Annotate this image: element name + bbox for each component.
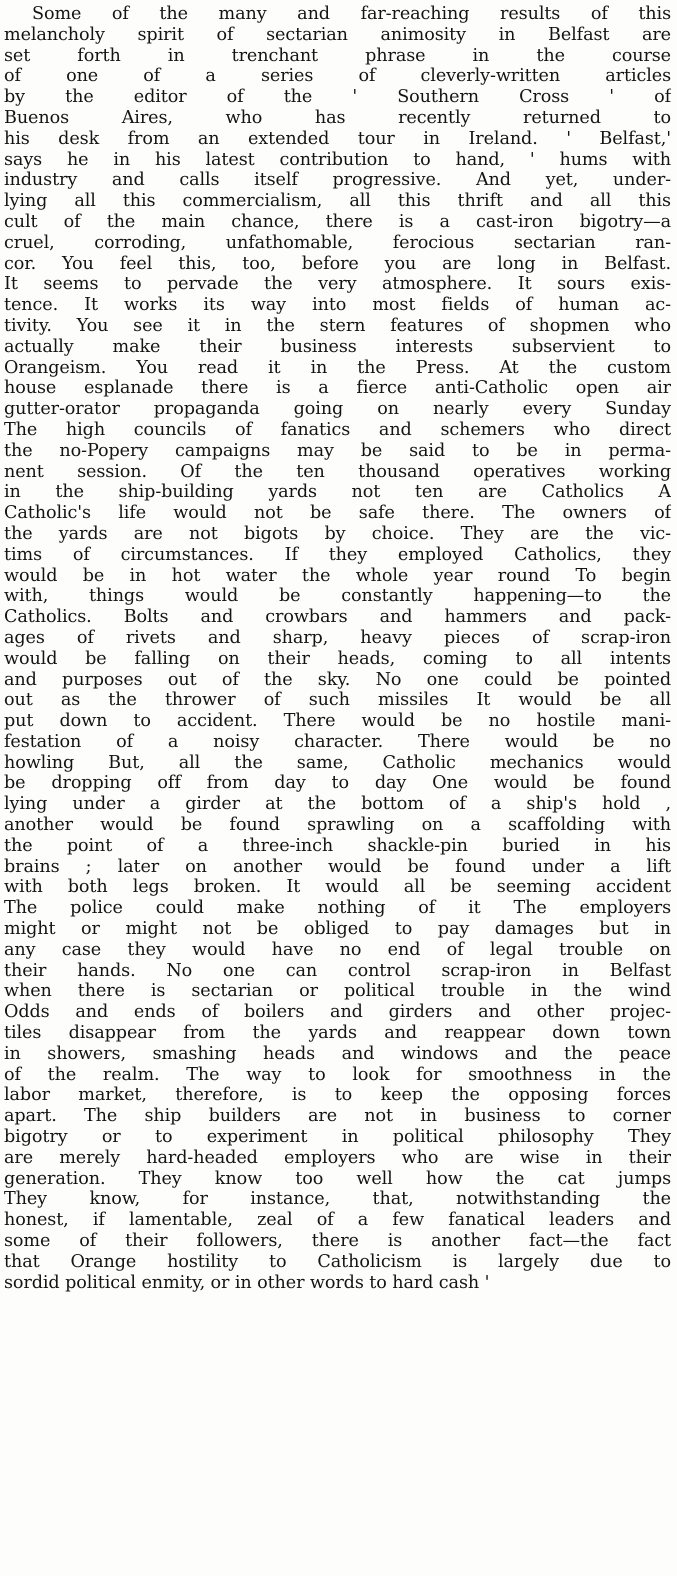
article-line: the yards are not bigots by choice. They are the vic- bbox=[4, 523, 671, 544]
article-line: ages of rivets and sharp, heavy pieces of scrap-iron bbox=[4, 627, 671, 648]
article-line: would be in hot water the whole year round To begin bbox=[4, 565, 671, 586]
article-line: Catholic's life would not be safe there. The owners of bbox=[4, 503, 671, 524]
article-line: The high councils of fanatics and schemers who direct bbox=[4, 419, 671, 440]
article-line: lying under a girder at the bottom of a ship's hold , bbox=[4, 794, 671, 815]
article-line: bigotry or to experiment in political philosophy They bbox=[4, 1127, 671, 1148]
article-line: another would be found sprawling on a scaffolding with bbox=[4, 815, 671, 836]
article-line: in showers, smashing heads and windows and the peace bbox=[4, 1043, 671, 1064]
article-line: howling But, all the same, Catholic mechanics would bbox=[4, 752, 671, 773]
article-line: melancholy spirit of sectarian animosity in Belfast are bbox=[4, 24, 671, 45]
article-line: generation. They know too well how the cat jumps bbox=[4, 1168, 671, 1189]
article-line: would be falling on their heads, coming to all intents bbox=[4, 648, 671, 669]
article-line: says he in his latest contribution to hand, ' hums with bbox=[4, 149, 671, 170]
article-line: his desk from an extended tour in Ireland. ' Belfast,' bbox=[4, 128, 671, 149]
article-line: are merely hard-headed employers who are wise in their bbox=[4, 1147, 671, 1168]
article-line: house esplanade there is a fierce anti-Catholic open air bbox=[4, 378, 671, 399]
article-line: Odds and ends of boilers and girders and other projec- bbox=[4, 1002, 671, 1023]
article-line: industry and calls itself progressive. And yet, under- bbox=[4, 170, 671, 191]
article-line: that Orange hostility to Catholicism is largely due to bbox=[4, 1251, 671, 1272]
article-line: when there is sectarian or political trouble in the wind bbox=[4, 981, 671, 1002]
article-line: set forth in trenchant phrase in the course bbox=[4, 45, 671, 66]
article-line: festation of a noisy character. There would be no bbox=[4, 731, 671, 752]
article-line: their hands. No one can control scrap-iron in Belfast bbox=[4, 960, 671, 981]
article-line: Orangeism. You read it in the Press. At the custom bbox=[4, 357, 671, 378]
article-line: labor market, therefore, is to keep the opposing forces bbox=[4, 1085, 671, 1106]
article-line: actually make their business interests subservient to bbox=[4, 336, 671, 357]
article-line: Some of the many and far-reaching results of this bbox=[32, 4, 671, 24]
article-line: might or might not be obliged to pay damages but in bbox=[4, 919, 671, 940]
article-line: lying all this commercialism, all this thrift and all this bbox=[4, 191, 671, 212]
article-line: cruel, corroding, unfathomable, ferocious sectarian ran- bbox=[4, 232, 671, 253]
article-line: tims of circumstances. If they employed Catholics, they bbox=[4, 544, 671, 565]
article-line: Buenos Aires, who has recently returned to bbox=[4, 107, 671, 128]
article-line: out as the thrower of such missiles It would be all bbox=[4, 690, 671, 711]
article-line: nent session. Of the ten thousand operatives working bbox=[4, 461, 671, 482]
article-line: Catholics. Bolts and crowbars and hammers and pack- bbox=[4, 607, 671, 628]
article-line: some of their followers, there is another fact—the fact bbox=[4, 1231, 671, 1252]
article-line: They know, for instance, that, notwithstanding the bbox=[4, 1189, 671, 1210]
article-line: tivity. You see it in the stern features of shopmen who bbox=[4, 315, 671, 336]
article-line: put down to accident. There would be no hostile mani- bbox=[4, 711, 671, 732]
article-line: The police could make nothing of it The employers bbox=[4, 898, 671, 919]
article-line: honest, if lamentable, zeal of a few fanatical leaders and bbox=[4, 1210, 671, 1231]
article-line: the point of a three-inch shackle-pin buried in his bbox=[4, 835, 671, 856]
article-line: cor. You feel this, too, before you are long in Belfast. bbox=[4, 253, 671, 274]
article-line: any case they would have no end of legal trouble on bbox=[4, 939, 671, 960]
article-line: tiles disappear from the yards and reappear down town bbox=[4, 1023, 671, 1044]
article-line: brains ; later on another would be found under a lift bbox=[4, 856, 671, 877]
article-line: sordid political enmity, or in other words to hard cash ' bbox=[4, 1272, 490, 1293]
article-column bbox=[4, 4, 671, 1293]
article-line: the no-Popery campaigns may be said to be in perma- bbox=[4, 440, 671, 461]
article-line: of the realm. The way to look for smoothness in the bbox=[4, 1064, 671, 1085]
article-line: of one of a series of cleverly-written articles bbox=[4, 66, 671, 87]
article-line: cult of the main chance, there is a cast-iron bigotry—a bbox=[4, 211, 671, 232]
article-line: tence. It works its way into most fields of human ac- bbox=[4, 295, 671, 316]
article-line: with, things would be constantly happening—to the bbox=[4, 586, 671, 607]
article-line: by the editor of the ' Southern Cross ' of bbox=[4, 87, 671, 108]
article-line: be dropping off from day to day One would be found bbox=[4, 773, 671, 794]
article-line: with both legs broken. It would all be seeming accident bbox=[4, 877, 671, 898]
article-line: and purposes out of the sky. No one could be pointed bbox=[4, 669, 671, 690]
article-line: apart. The ship builders are not in business to corner bbox=[4, 1106, 671, 1127]
article-line: gutter-orator propaganda going on nearly every Sunday bbox=[4, 399, 671, 420]
article-line: in the ship-building yards not ten are Catholics A bbox=[4, 482, 671, 503]
article-line: It seems to pervade the very atmosphere. It sours exis- bbox=[4, 274, 671, 295]
